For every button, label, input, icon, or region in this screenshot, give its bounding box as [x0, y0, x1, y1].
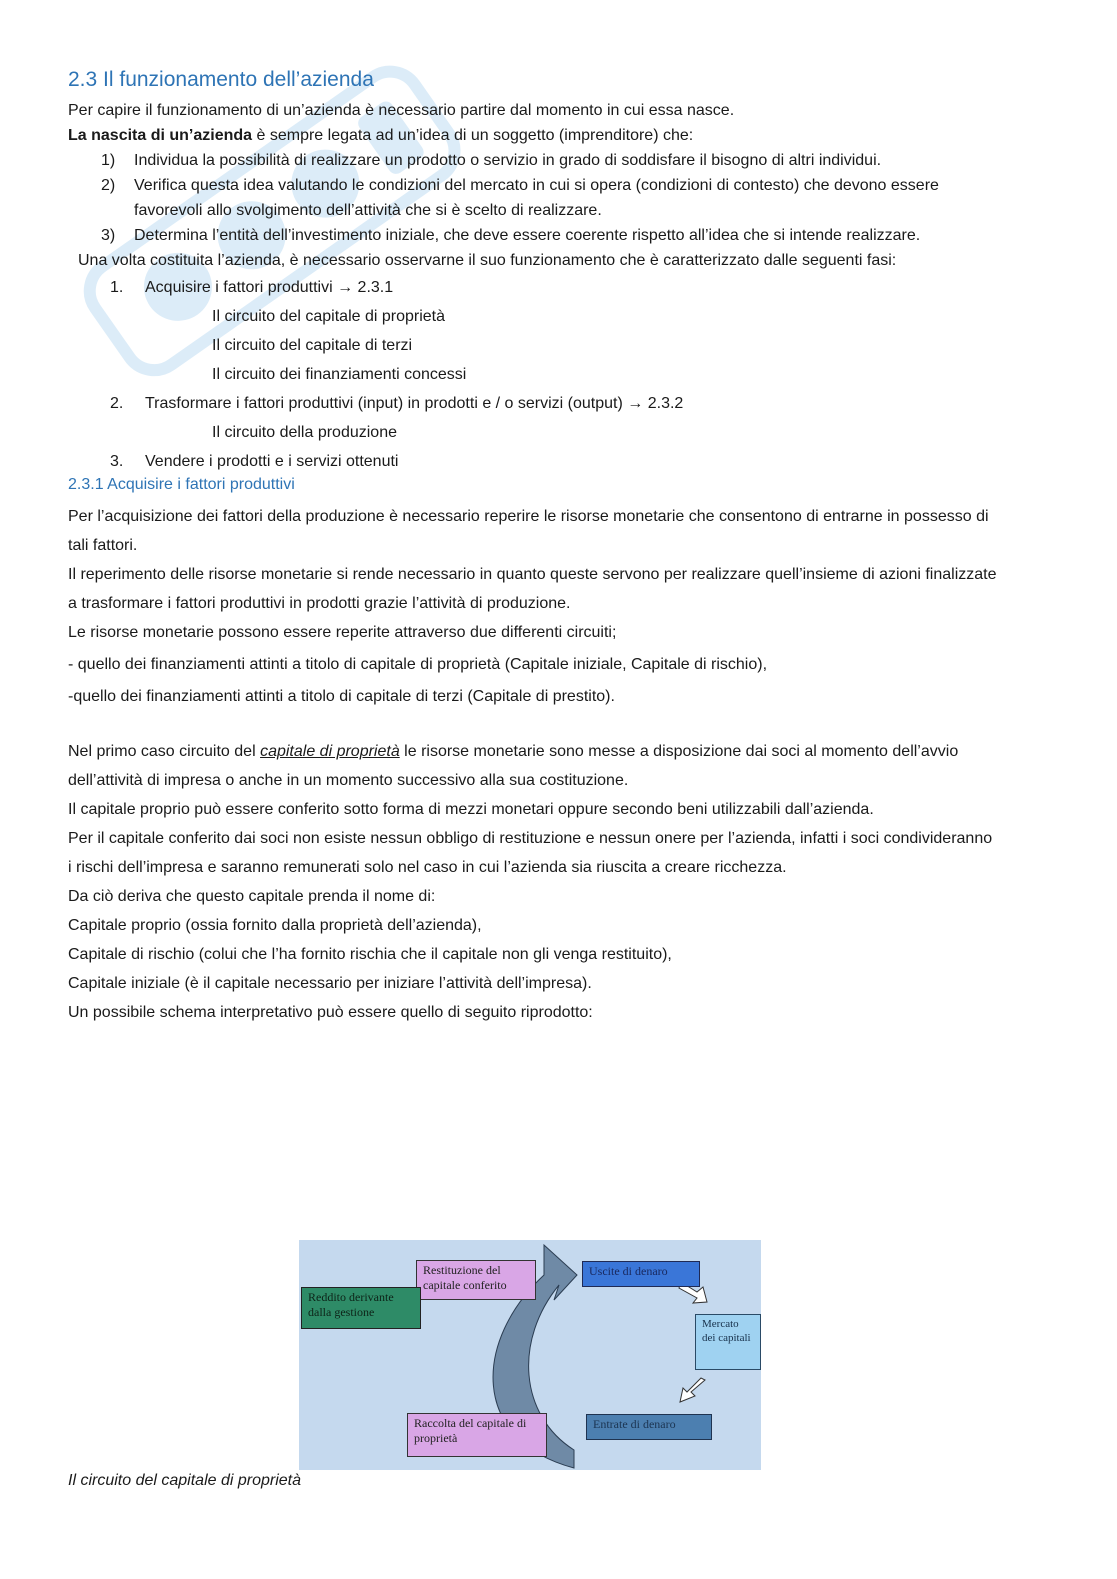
- box-mercato: Mercato dei capitali: [695, 1314, 761, 1370]
- box-raccolta: Raccolta del capitale di proprietà: [407, 1413, 547, 1457]
- arrow-icon: →: [627, 395, 644, 412]
- section-title: 2.3 Il funzionamento dell’azienda: [68, 68, 374, 91]
- phase-ref: 2.3.1: [357, 279, 394, 296]
- capital-circuit-diagram: [299, 1240, 761, 1470]
- paragraph: Per il capitale conferito dai soci non esiste nessun obbligo di restituzione e nessun onere per l’azienda, infatti i soci condivideranno i rischi dell’impresa e saranno remunerati solo nel caso in cui l’azienda sia riuscita a creare ricchezza.: [68, 830, 993, 876]
- list-item: [68, 173, 998, 223]
- phase-item: [68, 389, 998, 418]
- paragraph: Il reperimento delle risorse monetarie si rende necessario in quanto queste servono per realizzare quell’insieme di azioni finalizzate a trasformare i fattori produttivi in prodotti grazie l’attività di produzione.: [68, 566, 997, 612]
- box-reddito: Reddito derivante dalla gestione: [301, 1287, 421, 1329]
- phase-sub-item: Il circuito della produzione: [212, 424, 397, 441]
- box-uscite: Uscite di denaro: [582, 1261, 700, 1287]
- intro-paragraph: Per capire il funzionamento di un’azienda è necessario partire dal momento in cui essa nasce.: [68, 102, 735, 119]
- phase-item: [68, 447, 998, 476]
- list-text: Individua la possibilità di realizzare un prodotto o servizio in grado di soddisfare il bisogno di altri individui.: [134, 152, 882, 169]
- list-number: 3): [101, 227, 116, 244]
- birth-bold: La nascita di un’azienda: [68, 127, 253, 144]
- list-number: 1): [101, 152, 116, 169]
- phase-number: 1.: [110, 279, 124, 296]
- paragraph: Capitale di rischio (colui che l’ha fornito rischia che il capitale non gli venga restituito),: [68, 946, 672, 963]
- document-page: [68, 68, 998, 1027]
- phases-list: [68, 273, 998, 476]
- birth-rest: è sempre legata ad un’idea di un soggetto (imprenditore) che:: [252, 127, 694, 144]
- phase-ref: 2.3.2: [647, 395, 684, 412]
- phase-text: Acquisire i fattori produttivi: [145, 279, 333, 296]
- paragraph: Capitale iniziale (è il capitale necessario per iniziare l’attività dell’impresa).: [68, 975, 592, 992]
- paragraph: Da ciò deriva che questo capitale prenda il nome di:: [68, 888, 436, 905]
- phase-number: 2.: [110, 395, 124, 412]
- phase-number: 3.: [110, 453, 124, 470]
- paragraph: Capitale proprio (ossia fornito dalla proprietà dell’azienda),: [68, 917, 482, 934]
- paragraph: Un possibile schema interpretativo può essere quello di seguito riprodotto:: [68, 1004, 593, 1021]
- steps-list: [68, 148, 998, 248]
- subsection-title: 2.3.1 Acquisire i fattori produttivi: [68, 476, 295, 493]
- phase-text: Vendere i prodotti e i servizi ottenuti: [145, 453, 399, 470]
- emphasized-term: capitale di proprietà: [260, 743, 400, 760]
- list-text: Determina l’entità dell’investimento iniziale, che deve essere coerente rispetto all’idea che si intende realizzare.: [134, 227, 921, 244]
- diagram-caption: Il circuito del capitale di proprietà: [68, 1472, 302, 1489]
- paragraph: Il capitale proprio può essere conferito sotto forma di mezzi monetari oppure secondo beni utilizzabili dall’azienda.: [68, 801, 874, 818]
- paragraph: Per l’acquisizione dei fattori della produzione è necessario reperire le risorse monetarie che consentono di entrarne in possesso di tali fattori.: [68, 508, 989, 554]
- box-restituzione: Restituzione del capitale conferito: [416, 1260, 536, 1300]
- paragraph: Le risorse monetarie possono essere reperite attraverso due differenti circuiti;: [68, 624, 617, 641]
- text-run: le risorse monetarie sono messe a disposizione dai soci al momento dell’avvio dell’attività di impresa o anche in un momento successivo alla sua costituzione.: [68, 743, 959, 789]
- list-item: [68, 223, 998, 248]
- phase-sub-item: Il circuito del capitale di proprietà: [212, 308, 446, 325]
- phases-intro: Una volta costituita l’azienda, è necessario osservarne il suo funzionamento che è caratterizzato dalle seguenti fasi:: [78, 252, 897, 269]
- paragraph: [68, 737, 998, 795]
- phase-sub-item: Il circuito dei finanziamenti concessi: [212, 366, 467, 383]
- text-run: Nel primo caso circuito del: [68, 743, 261, 760]
- paragraph: - quello dei finanziamenti attinti a titolo di capitale di proprietà (Capitale iniziale, Capitale di rischio),: [68, 656, 768, 673]
- phase-item: [68, 273, 998, 302]
- arrow-icon: →: [337, 279, 354, 296]
- box-entrate: Entrate di denaro: [586, 1414, 712, 1440]
- birth-paragraph: [68, 123, 998, 148]
- paragraph: -quello dei finanziamenti attinti a titolo di capitale di terzi (Capitale di prestito).: [68, 688, 615, 705]
- list-item: [68, 148, 998, 173]
- list-text: Verifica questa idea valutando le condizioni del mercato in cui si opera (condizioni di contesto) che devono essere favorevoli allo svolgimento dell’attività che si è scelto di realizzare.: [134, 177, 939, 219]
- phase-sub-item: Il circuito del capitale di terzi: [212, 337, 413, 354]
- phase-text: Trasformare i fattori produttivi (input) in prodotti e / o servizi (output): [145, 395, 623, 412]
- list-number: 2): [101, 177, 116, 194]
